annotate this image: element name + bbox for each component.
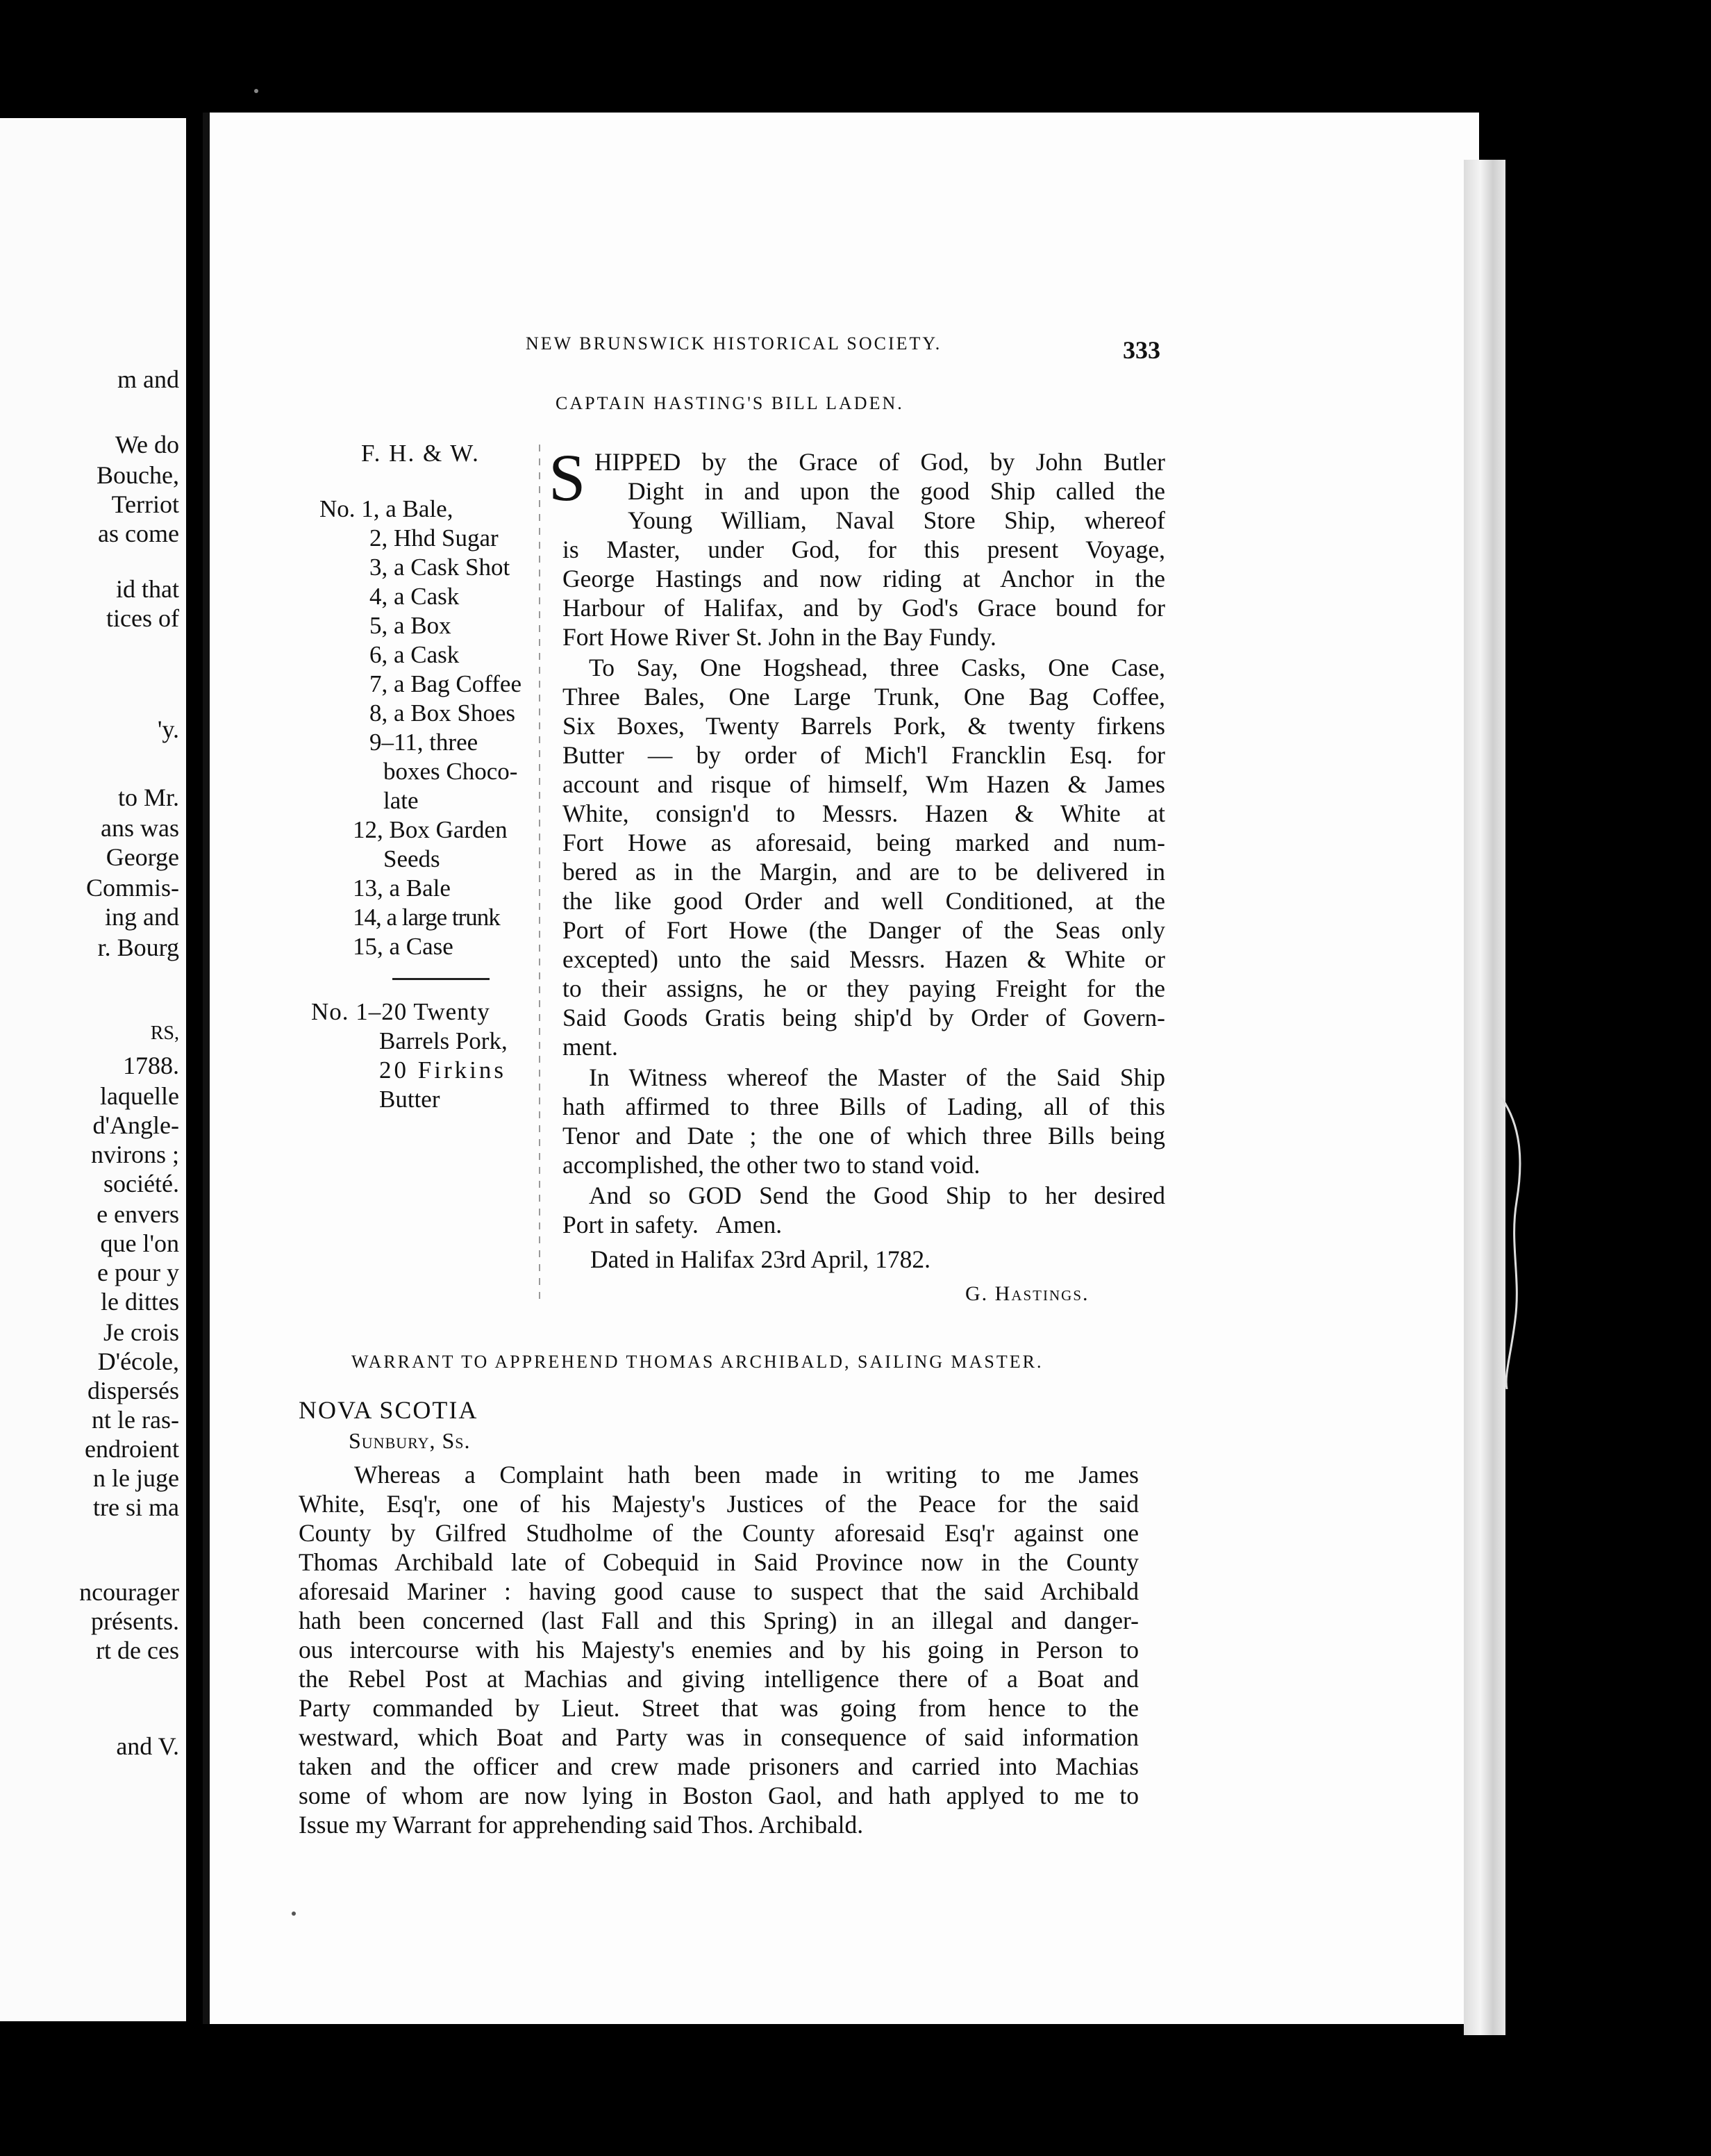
left-page-line: Terriot — [111, 490, 179, 518]
bill-line: Said Goods Gratis being ship'd by Order of Govern- — [562, 1004, 1165, 1031]
margin-item: 2, Hhd Sugar — [369, 524, 499, 552]
warrant-line: some of whom are now lying in Boston Gaol, and hath applyed to me to — [299, 1782, 1139, 1809]
margin-item: 12, Box Garden — [353, 816, 508, 843]
margin-item: 13, a Bale — [353, 874, 451, 902]
bill-line: accomplished, the other two to stand void. — [562, 1151, 980, 1179]
bill-line: Harbour of Halifax, and by God's Grace bound for — [562, 594, 1165, 622]
left-page-line: Commis- — [85, 874, 179, 902]
warrant-place: NOVA SCOTIA — [299, 1396, 478, 1424]
margin-item: 6, a Cask — [369, 641, 460, 668]
page-edge — [1464, 160, 1505, 2035]
bill-line: Fort Howe River St. John in the Bay Fundy. — [562, 623, 996, 651]
bill-line: hath affirmed to three Bills of Lading, all of this — [562, 1093, 1165, 1120]
margin-item: No. 1–20 Twenty — [311, 998, 490, 1025]
bill-dated: Dated in Halifax 23rd April, 1782. — [590, 1245, 930, 1273]
warrant-line: Thomas Archibald late of Cobequid in Said Province now in the County — [299, 1548, 1139, 1576]
bill-line: excepted) unto the said Messrs. Hazen & White or — [562, 945, 1165, 973]
left-page-line: George — [106, 843, 179, 871]
warrant-line: ous intercourse with his Majesty's enemies and by his going in Person to — [299, 1636, 1139, 1664]
left-page-line: r. Bourg — [97, 934, 179, 961]
bill-line: HIPPED by the Grace of God, by John Butler — [594, 448, 1165, 476]
bill-line: ment. — [562, 1033, 618, 1061]
bill-line: To Say, One Hogshead, three Casks, One Case, — [589, 654, 1165, 681]
bill-line: And so GOD Send the Good Ship to her desired — [589, 1181, 1165, 1209]
margin-item: 15, a Case — [353, 933, 453, 960]
bill-line: bered as in the Margin, and are to be delivered in — [562, 858, 1165, 886]
warrant-line: aforesaid Mariner : having good cause to suspect that the said Archibald — [299, 1577, 1139, 1605]
left-page-line: nvirons ; — [90, 1141, 179, 1168]
left-page-line: tre si ma — [93, 1493, 179, 1521]
left-page-line: d'Angle- — [92, 1111, 179, 1139]
bill-line: Port in safety. Amen. — [562, 1211, 783, 1238]
bill-line: is Master, under God, for this present Voyage, — [562, 536, 1165, 563]
left-page-line: Bouche, — [97, 461, 179, 489]
bill-line: George Hastings and now riding at Anchor in the — [562, 565, 1165, 592]
left-page-line: Je crois — [103, 1318, 179, 1346]
left-page-line: to Mr. — [117, 783, 179, 811]
scan-speck — [254, 89, 258, 93]
column-divider — [539, 445, 540, 1306]
left-page-line: n le juge — [93, 1464, 179, 1492]
warrant-line: Whereas a Complaint hath been made in writing to me James — [354, 1461, 1139, 1489]
left-page-line: e envers — [97, 1200, 179, 1228]
warrant-county: Sunbury, Ss. — [349, 1428, 471, 1453]
bill-line: White, consign'd to Messrs. Hazen & White at — [562, 799, 1165, 827]
left-page-line: tices of — [106, 604, 179, 632]
left-page-line: and V. — [116, 1732, 179, 1760]
left-page-line: laquelle — [100, 1082, 179, 1110]
warrant-line: the Rebel Post at Machias and giving intelligence there of a Boat and — [299, 1665, 1139, 1693]
bill-line: Six Boxes, Twenty Barrels Pork, & twenty firkens — [562, 712, 1165, 740]
left-page-line: 'y. — [157, 715, 179, 743]
left-page-line: ans was — [101, 814, 179, 842]
margin-item: boxes Choco- — [383, 758, 518, 785]
margin-item: 9–11, three — [369, 729, 478, 756]
warrant-line: County by Gilfred Studholme of the County aforesaid Esq'r against one — [299, 1519, 1139, 1547]
margin-rule — [392, 978, 490, 980]
margin-item: 4, a Cask — [369, 583, 460, 610]
left-page-line: m and — [117, 365, 179, 393]
left-page-line: as come — [98, 520, 179, 547]
bill-line: account and risque of himself, Wm Hazen & James — [562, 770, 1165, 798]
bill-line: Young William, Naval Store Ship, whereof — [628, 506, 1165, 534]
margin-item: 8, a Box Shoes — [369, 699, 515, 727]
margin-item: Barrels Pork, — [379, 1027, 508, 1054]
bill-signature: G. Hastings. — [965, 1282, 1090, 1305]
left-page-line: dispersés — [87, 1377, 179, 1404]
left-page-line: société. — [103, 1170, 179, 1197]
warrant-line: White, Esq'r, one of his Majesty's Justices of the Peace for the said — [299, 1490, 1139, 1518]
running-head: NEW BRUNSWICK HISTORICAL SOCIETY. — [526, 333, 942, 354]
bill-line: Three Bales, One Large Trunk, One Bag Coffee, — [562, 683, 1165, 711]
warrant-line: Party commanded by Lieut. Street that was going from hence to the — [299, 1694, 1139, 1722]
left-page-line: le dittes — [101, 1288, 179, 1316]
margin-item: 14, a large trunk — [353, 904, 500, 931]
warrant-line: hath been concerned (last Fall and this Spring) in an illegal and danger- — [299, 1607, 1139, 1634]
margin-item: 20 Firkins — [379, 1056, 506, 1084]
scan-speck — [292, 1912, 296, 1916]
page-number: 333 — [1123, 336, 1160, 364]
left-page-line: ing and — [105, 903, 179, 931]
left-page-line: présents. — [91, 1607, 179, 1635]
left-page-line: D'école, — [97, 1348, 179, 1375]
margin-item: late — [383, 787, 419, 814]
left-page-line: que l'on — [100, 1229, 179, 1257]
left-page-line: e pour y — [97, 1259, 179, 1286]
bill-line: Dight in and upon the good Ship called the — [628, 477, 1165, 505]
margin-item: 3, a Cask Shot — [369, 554, 510, 581]
margin-item: Butter — [379, 1086, 440, 1113]
warrant-line: taken and the officer and crew made prisoners and carried into Machias — [299, 1752, 1139, 1780]
bill-line: Port of Fort Howe (the Danger of the Seas only — [562, 916, 1165, 944]
bill-line: Fort Howe as aforesaid, being marked and num- — [562, 829, 1165, 856]
left-page-line: ncourager — [79, 1578, 179, 1606]
left-page-line: endroient — [85, 1435, 179, 1463]
margin-item: 7, a Bag Coffee — [369, 670, 522, 697]
margin-item: No. 1, a Bale, — [319, 495, 453, 522]
warrant-line: Issue my Warrant for apprehending said Thos. Archibald. — [299, 1811, 864, 1839]
margin-item: Seeds — [383, 845, 440, 872]
left-facing-page — [0, 118, 186, 2021]
left-page-line: nt le ras- — [92, 1406, 179, 1434]
margin-head: F. H. & W. — [361, 440, 480, 467]
bill-line: Butter — by order of Mich'l Francklin Esq. for — [562, 741, 1165, 769]
left-page-line: RS, — [150, 1022, 179, 1044]
left-page-line: id that — [116, 575, 179, 603]
drop-cap: S — [549, 440, 586, 515]
left-page-line: rt de ces — [96, 1636, 179, 1664]
bill-line: the like good Order and well Conditioned, at the — [562, 887, 1165, 915]
bill-line: Tenor and Date ; the one of which three Bills being — [562, 1122, 1165, 1150]
loose-thread — [1500, 1097, 1528, 1389]
margin-item: 5, a Box — [369, 612, 451, 639]
bill-line: to their assigns, he or they paying Freight for the — [562, 975, 1165, 1002]
left-page-line: We do — [115, 431, 179, 458]
bill-title: CAPTAIN HASTING'S BILL LADEN. — [556, 393, 904, 413]
left-page-line: 1788. — [123, 1052, 179, 1079]
warrant-title: WARRANT TO APPREHEND THOMAS ARCHIBALD, SAILING MASTER. — [351, 1352, 1044, 1372]
bill-line: In Witness whereof the Master of the Said Ship — [589, 1063, 1165, 1091]
warrant-line: westward, which Boat and Party was in consequence of said information — [299, 1723, 1139, 1751]
